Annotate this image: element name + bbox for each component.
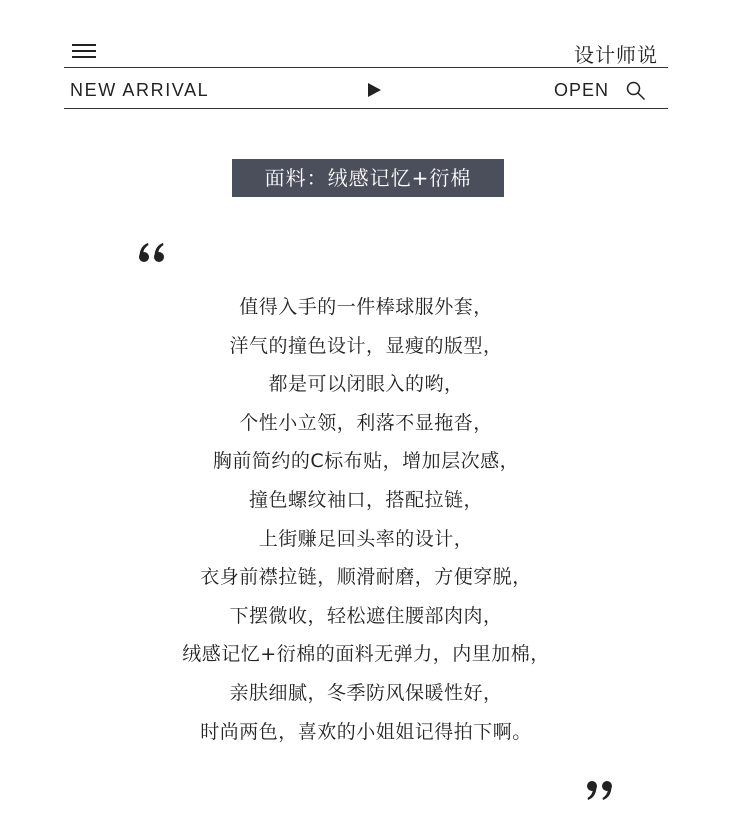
description-line: 洋气的撞色设计，显瘦的版型， xyxy=(229,334,503,357)
open-link[interactable]: OPEN xyxy=(554,80,610,100)
close-quote-icon xyxy=(583,779,613,801)
search-icon[interactable] xyxy=(626,81,646,101)
description-line: 个性小立领，利落不显拖沓， xyxy=(239,411,493,434)
brand-title: 设计师说 xyxy=(574,43,658,67)
play-icon[interactable] xyxy=(368,83,381,97)
description-line: 胸前简约的C标布贴，增加层次感， xyxy=(212,450,520,473)
description-line: 绒感记忆+衍棉的面料无弹力，内里加棉， xyxy=(182,643,550,666)
description-line: 值得入手的一件棒球服外套， xyxy=(239,296,493,318)
product-description xyxy=(0,288,732,751)
hamburger-menu-icon[interactable] xyxy=(72,44,96,58)
new-arrival-link[interactable]: NEW ARRIVAL xyxy=(70,80,210,100)
header-bottom-divider xyxy=(64,108,668,109)
description-line: 时尚两色，喜欢的小姐姐记得拍下啊。 xyxy=(200,720,532,743)
header-top-divider xyxy=(64,67,668,68)
description-line: 衣身前襟拉链，顺滑耐磨，方便穿脱， xyxy=(200,566,532,589)
description-line: 撞色螺纹袖口，搭配拉链， xyxy=(248,488,483,511)
description-line: 下摆微收，轻松遮住腰部肉肉， xyxy=(229,604,503,627)
description-line: 都是可以闭眼入的哟， xyxy=(268,373,464,396)
open-quote-icon xyxy=(138,242,168,264)
fabric-label: 面料：绒感记忆+衍棉 xyxy=(232,159,504,197)
description-line: 上街赚足回头率的设计， xyxy=(258,527,474,550)
description-line: 亲肤细腻，冬季防风保暖性好， xyxy=(229,681,503,704)
